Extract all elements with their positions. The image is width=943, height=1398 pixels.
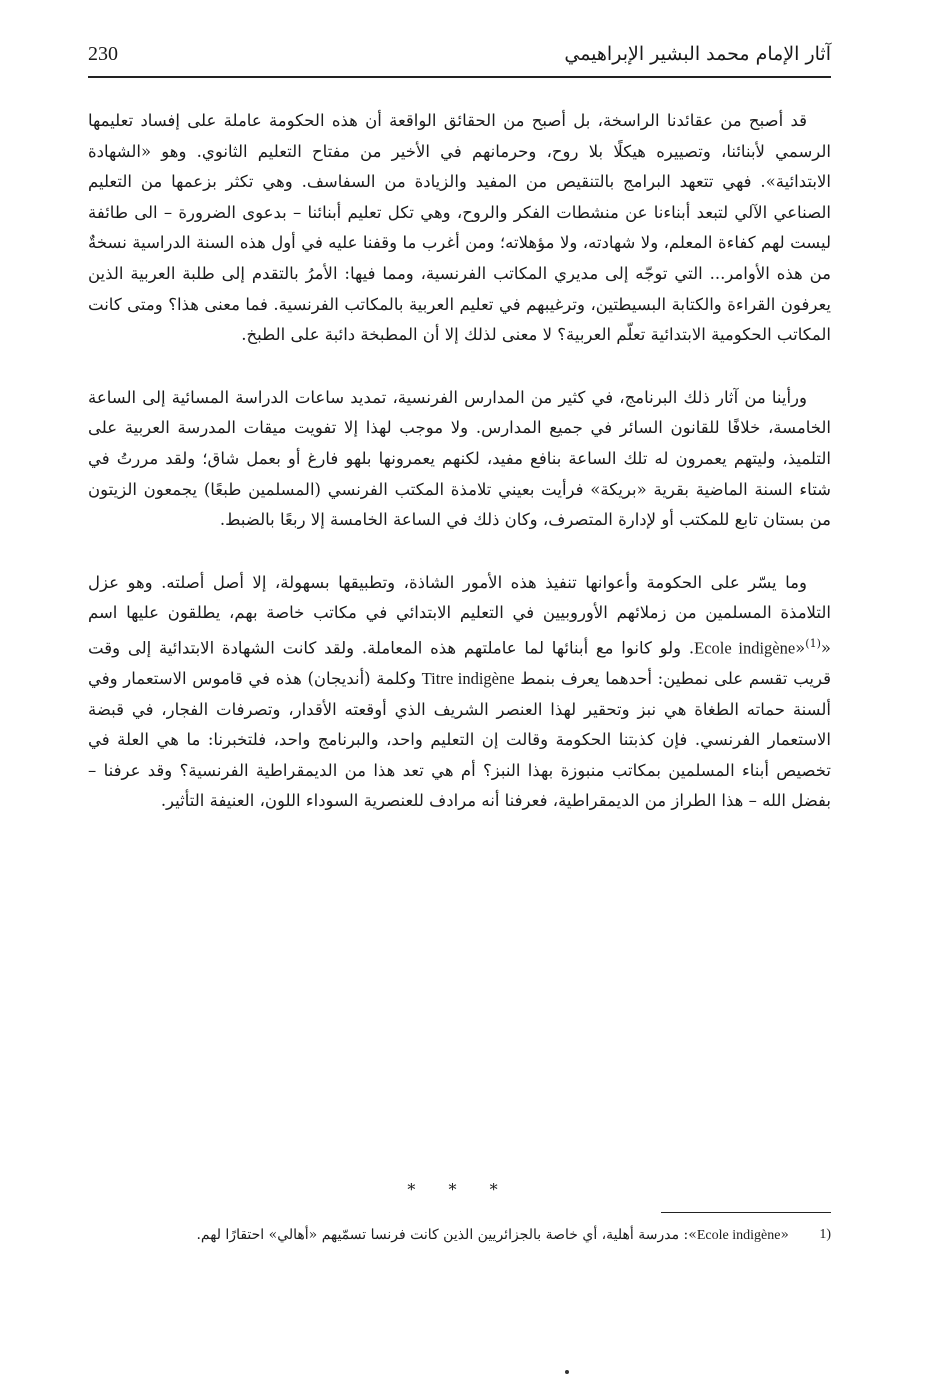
- body-text: [88, 106, 831, 849]
- page-mark-dot: [565, 1370, 569, 1374]
- footnote-rule: [661, 1212, 831, 1213]
- footnote-body: »: مدرسة أهلية، أي خاصة بالجزائريين الذين كانت فرنسا تسمّيهم «أهالي» احتقارًا لهم.: [196, 1227, 697, 1243]
- term-titre-indigene: Titre indigène: [421, 669, 515, 688]
- header-rule: [88, 76, 831, 78]
- running-title: آثار الإمام محمد البشير الإبراهيمي: [564, 43, 831, 65]
- paragraph-3: [88, 568, 831, 817]
- footnote-reference[interactable]: (1): [805, 636, 821, 650]
- paragraph-3-part-a: وما يسّر على الحكومة وأعوانها تنفيذ هذه الأمور الشاذة، وتطبيقها بسهولة، إلا أصل أصلته. وهو عزل التلامذة المسلمين من زملائهم الأوروبيين في التعليم الابتدائي في مكاتب خاصة بهم، يطلقون عليها اسم «: [88, 572, 831, 658]
- footnote-open-quote: «: [780, 1227, 789, 1243]
- page-header: [88, 34, 831, 74]
- footnote-number: 1): [819, 1227, 831, 1242]
- page-number: 230: [88, 42, 118, 65]
- paragraph-1: قد أصبح من عقائدنا الراسخة، بل أصبح من الحقائق الواقعة أن هذه الحكومة عاملة على إفساد تعليمها الرسمي لأبنائنا، وتصييره هيكلًا بلا روح، وحرمانهم في الأخير من مفتاح التعليم الثانوي. وهو «الشهادة الابتدائية». فهي تتعهد البرامج بالتنقيص من المفيد والزيادة من السفاسف. وهي تكثر بزعمها من التعليم الصناعي الآلي لتبعد أبناءنا عن منشطات الفكر والروح، وهي تكل تعليم أبنائنا – بدعوى الضرورة – الى طائفة ليست لهم كفاءة المعلم، ولا شهادته، ولا مؤهلاته؛ ومن أغرب ما وقفنا عليه في أول هذه السنة الدراسية نسخةٌ من هذه الأوامر... التي توجّه إلى مديري المكاتب الفرنسية، ومما فيها: الأمرُ بالتقدم إلى طلبة العربية الذين يعرفون القراءة والكتابة البسيطتين، وترغيبهم في تعليم العربية بالمكاتب الفرنسية. فما معنى هذا؟ ومتى كانت المكاتب الحكومية الابتدائية تعلّم العربية؟ لا معنى لذلك إلا أن المطبخة دائبة على الطبخ.: [88, 111, 831, 345]
- footnote-text: [88, 1222, 801, 1249]
- footnote: [88, 1222, 831, 1249]
- paragraph-3-part-c: . ولو كانوا مع أبنائها لما عاملتهم هذه المعاملة. ولقد كانت الشهادة الابتدائية إلى وقت قريب تقسم على نمطين: أحدهما يعرف بنمط: [88, 638, 831, 688]
- term-ecole-indigene: Ecole indigène: [694, 638, 796, 658]
- footnote-term: Ecole indigène: [696, 1228, 781, 1243]
- section-separator: * * *: [407, 1180, 512, 1199]
- paragraph-3-part-b: »: [795, 638, 806, 658]
- paragraph-3-part-d: وكلمة (أنديجان) هذه في قاموس الاستعمار وفي ألسنة حماته الطغاة هي نبز وتحقير لهذا العنصر الشريف الذي أوقعته الأقدار، وتصرفات الفجار، في قبضة الاستعمار الفرنسي. فإن كذبتنا الحكومة وقالت إن التعليم واحد، والبرنامج واحد، فلتخبرنا: ما هي العلة في تخصيص أبناء المسلمين بمكاتب منبوزة بهذا النبز؟ أم هي تعد هذا من الديمقراطية الفرنسية؟ وقد عرفنا – بفضل الله – هذا الطراز من الديمقراطية، فعرفنا أنه مرادف للعنصرية السوداء اللون، العنيفة التأثير.: [88, 669, 831, 811]
- paragraph-2: ورأينا من آثار ذلك البرنامج، في كثير من المدارس الفرنسية، تمديد ساعات الدراسة المسائية إلى الساعة الخامسة، خلافًا للقانون السائر في جميع المدارس. ولا موجب لهذا إلا تفويت ميقات المدرسة العربية على التلميذ، وليتهم يعمرون له تلك الساعة بنافع مفيد، لكنهم يعمرونها بلهو فارغ أو بعمل شاق؛ ولقد مررتُ في شتاء السنة الماضية بقرية «بريكة» فرأيت بعيني تلامذة المكتب الفرنسي (المسلمين طبعًا) يجمعون الزيتون من بستان تابع للمكتب أو لإدارة المتصرف، وكان ذلك في الساعة الخامسة إلا ربعًا بالضبط.: [88, 387, 831, 530]
